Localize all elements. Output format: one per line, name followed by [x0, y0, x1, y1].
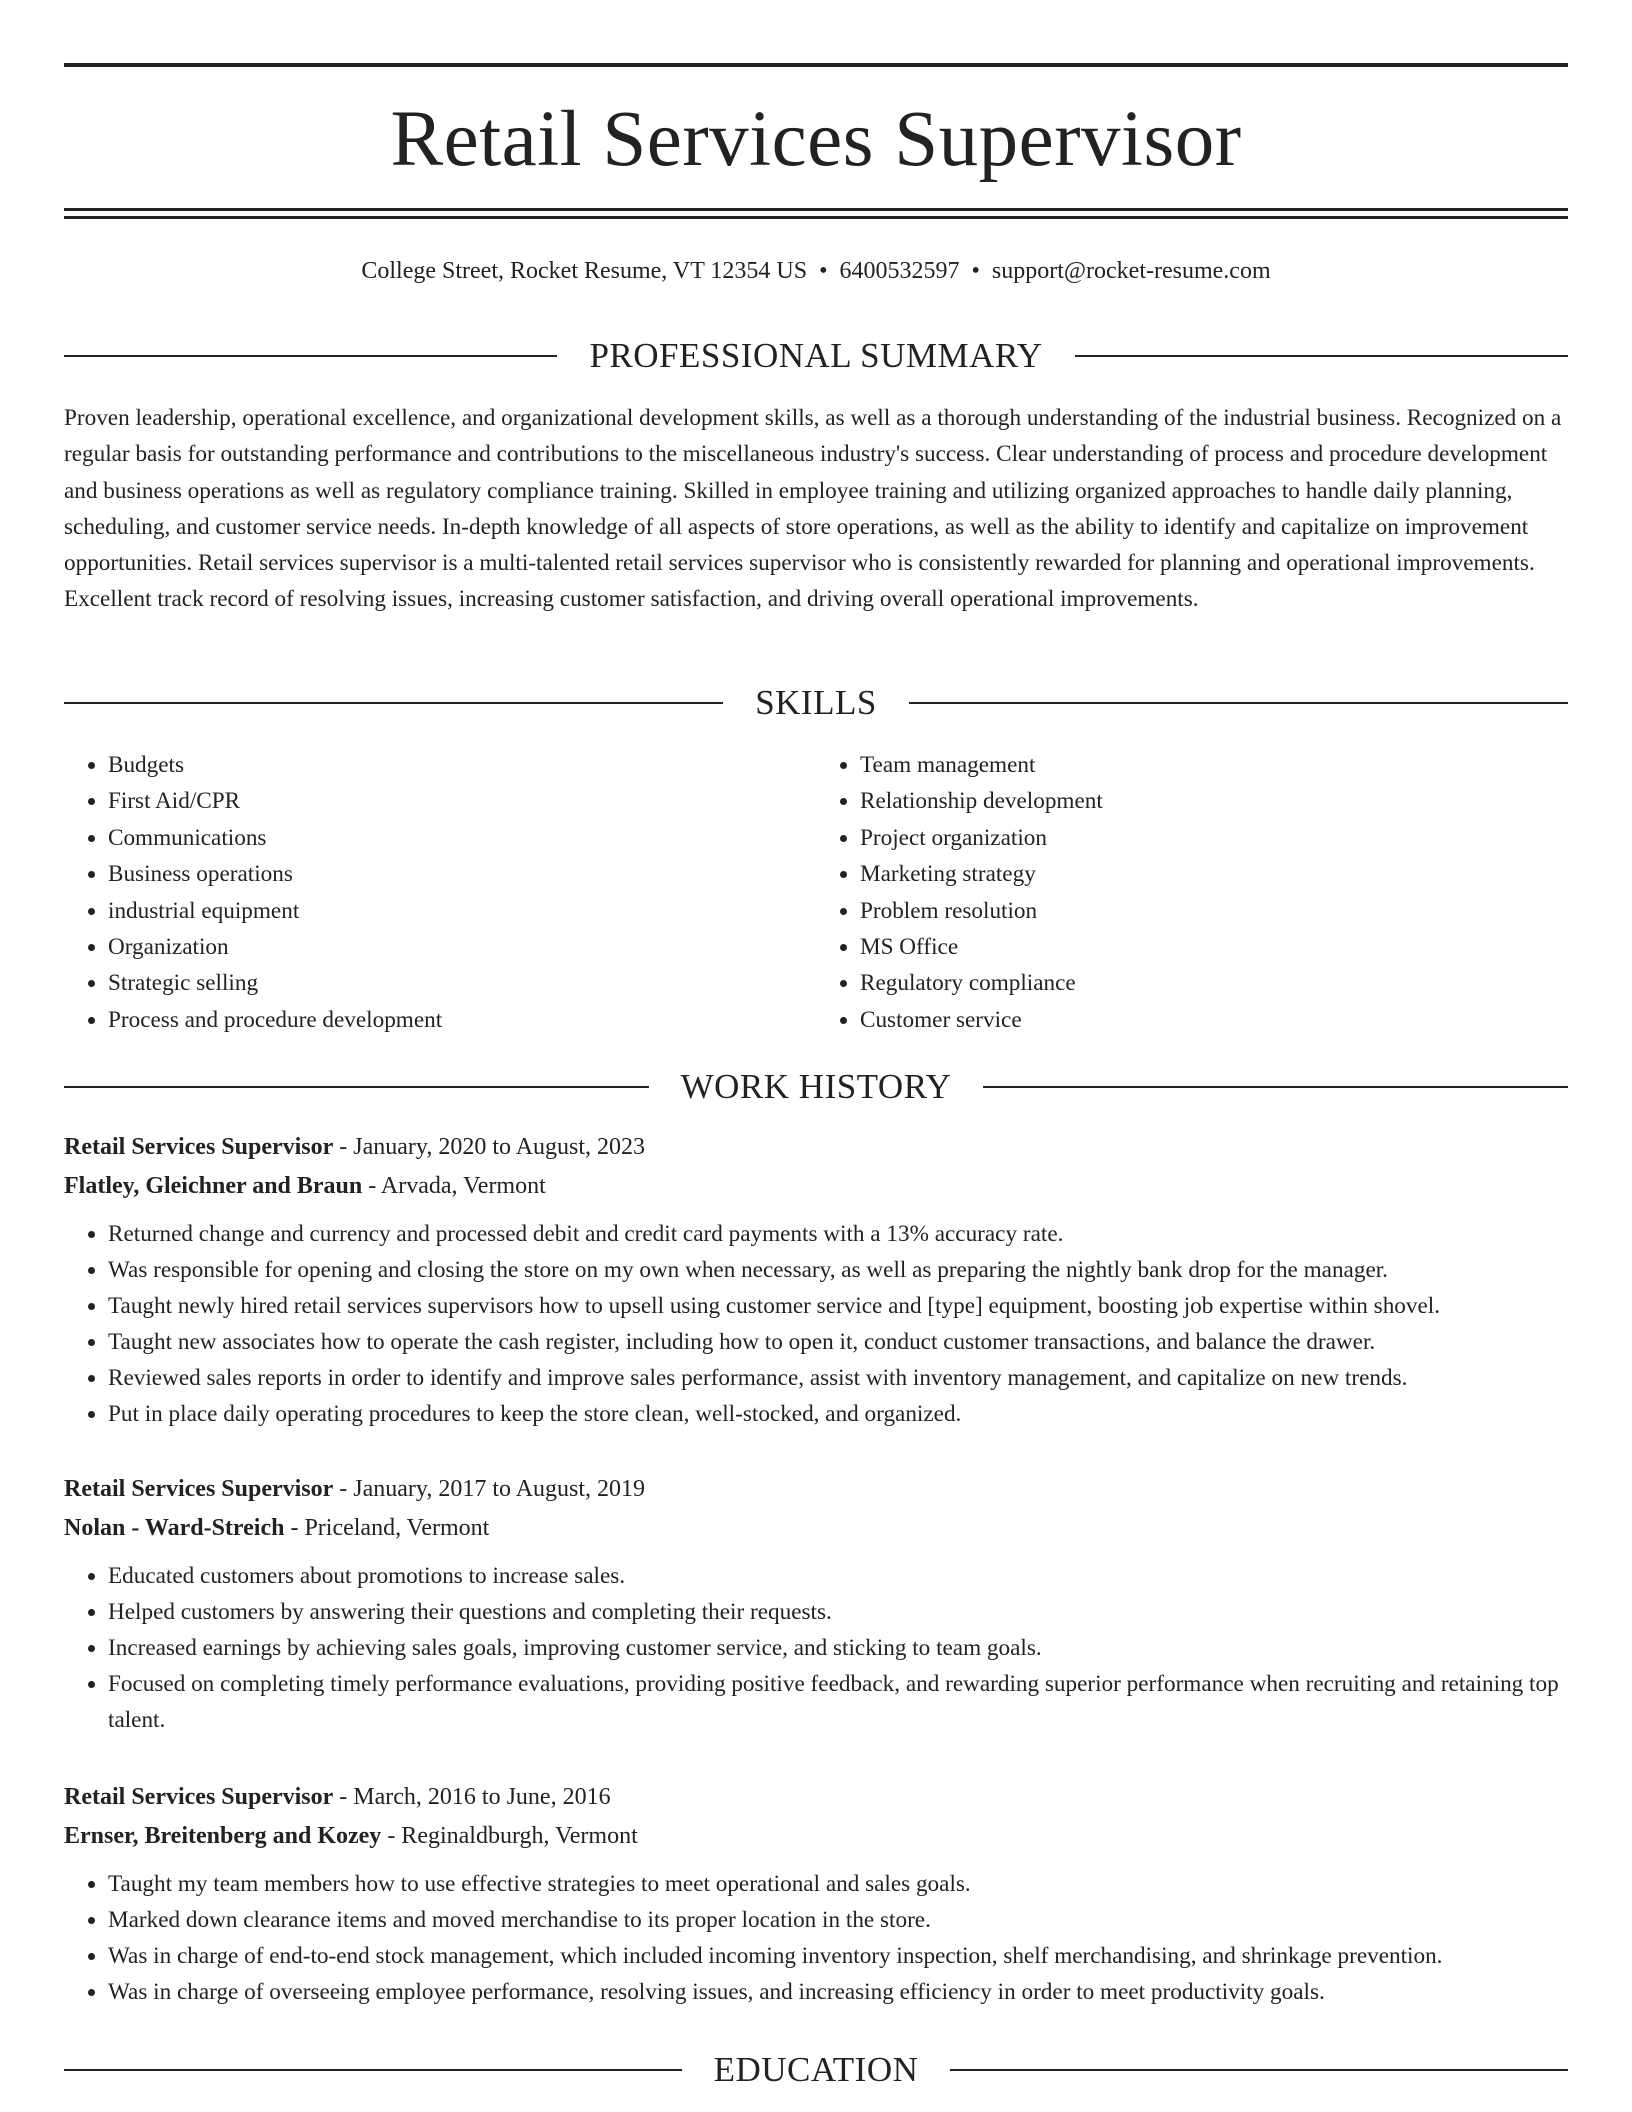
contact-separator: •: [819, 258, 828, 284]
skill-item: • Problem resolution: [860, 893, 1568, 929]
skill-item: • Relationship development: [860, 783, 1568, 819]
summary-heading: [64, 334, 1568, 378]
job-bullet: • Returned change and currency and processed debit and credit card payments with a 13% accuracy rate.: [108, 1216, 1568, 1252]
contact-email: support@rocket-resume.com: [991, 258, 1271, 284]
job-location: - Reginaldburgh, Vermont: [381, 1823, 638, 1849]
skill-item: • Budgets: [108, 747, 816, 783]
job-bullet: • Educated customers about promotions to increase sales.: [108, 1558, 1568, 1594]
skill-item: • Communications: [108, 820, 816, 856]
contact-address: College Street, Rocket Resume, VT 12354 US: [361, 258, 808, 284]
job-company-line: [64, 1817, 1568, 1856]
job-dates: - March, 2016 to June, 2016: [333, 1784, 611, 1810]
job-bullet: • Was responsible for opening and closing the store on my own when necessary, as well as preparing the nightly bank drop for the manager.: [108, 1252, 1568, 1288]
skill-item: • Process and procedure development: [108, 1002, 816, 1038]
skill-item: • Customer service: [860, 1002, 1568, 1038]
contact-line: [64, 255, 1568, 287]
education-heading: [64, 2048, 1568, 2092]
job-bullet: • Put in place daily operating procedures to keep the store clean, well-stocked, and organized.: [108, 1396, 1568, 1432]
job-title-line: [64, 1778, 1568, 1817]
top-rule: [64, 63, 1568, 67]
job-bullet: • Reviewed sales reports in order to identify and improve sales performance, assist with inventory management, and capitalize on new trends.: [108, 1360, 1568, 1396]
job-bullets: [64, 1216, 1568, 1432]
work-heading-title: WORK HISTORY: [680, 1067, 952, 1106]
skill-item: • MS Office: [860, 929, 1568, 965]
job-location: - Priceland, Vermont: [284, 1515, 490, 1541]
resume-name: Retail Services Supervisor: [390, 96, 1242, 183]
skill-item: • Strategic selling: [108, 965, 816, 1001]
skills-heading: [64, 681, 1568, 725]
job-bullet: • Was in charge of overseeing employee performance, resolving issues, and increasing efficiency in order to meet productivity goals.: [108, 1974, 1568, 2010]
job-entry: [64, 1778, 1568, 2010]
job-bullet: • Marked down clearance items and moved merchandise to its proper location in the store.: [108, 1902, 1568, 1938]
job-entry: [64, 1128, 1568, 1432]
skill-item: • Regulatory compliance: [860, 965, 1568, 1001]
job-bullets: [64, 1558, 1568, 1738]
job-bullet: • Helped customers by answering their questions and completing their requests.: [108, 1594, 1568, 1630]
contact-separator: •: [971, 258, 980, 284]
header-double-rule: [64, 208, 1568, 220]
skill-item: • industrial equipment: [108, 893, 816, 929]
work-heading: [64, 1065, 1568, 1109]
job-bullets: [64, 1866, 1568, 2010]
skills-heading-title: SKILLS: [755, 683, 877, 722]
contact-phone: 6400532597: [839, 258, 960, 284]
job-title: Retail Services Supervisor: [64, 1134, 334, 1160]
job-bullet: • Was in charge of end-to-end stock management, which included incoming inventory inspection, shelf merchandising, and shrinkage prevention.: [108, 1938, 1568, 1974]
job-title-line: [64, 1470, 1568, 1509]
skill-item: • Marketing strategy: [860, 856, 1568, 892]
job-location: - Arvada, Vermont: [362, 1173, 546, 1199]
skills-left-column: [64, 747, 816, 1038]
job-title: Retail Services Supervisor: [64, 1784, 334, 1810]
job-bullet: • Taught my team members how to use effective strategies to meet operational and sales goals.: [108, 1866, 1568, 1902]
job-entry: [64, 1470, 1568, 1738]
education-heading-title: EDUCATION: [713, 2050, 919, 2089]
job-title: Retail Services Supervisor: [64, 1476, 334, 1502]
skill-item: • Organization: [108, 929, 816, 965]
skill-item: • Business operations: [108, 856, 816, 892]
skill-item: • Project organization: [860, 820, 1568, 856]
job-company: Ernser, Breitenberg and Kozey: [64, 1823, 382, 1849]
skills-right-column: [816, 747, 1568, 1038]
job-bullet: • Increased earnings by achieving sales goals, improving customer service, and sticking to team goals.: [108, 1630, 1568, 1666]
summary-text: Proven leadership, operational excellence, and organizational development skills, as well as a thorough understanding of the industrial business. Recognized on a regular basis for outstanding performance and contributions to the miscellaneous industry's success. Clear understanding of process and procedure development and business operations as well as regulatory compliance training. Skilled in employee training and utilizing organized approaches to handle daily planning, scheduling, and customer service needs. In-depth knowledge of all aspects of store operations, as well as the ability to identify and capitalize on improvement opportunities. Retail services supervisor is a multi-talented retail services supervisor who is consistently rewarded for planning and operational improvements. Excellent track record of resolving issues, increasing customer satisfaction, and driving overall operational improvements.: [64, 405, 1562, 613]
job-company-line: [64, 1509, 1568, 1548]
job-bullet: • Taught new associates how to operate the cash register, including how to open it, conduct customer transactions, and balance the drawer.: [108, 1324, 1568, 1360]
job-title-line: [64, 1128, 1568, 1167]
summary-heading-title: PROFESSIONAL SUMMARY: [589, 336, 1043, 375]
job-bullet: • Taught newly hired retail services supervisors how to upsell using customer service and [type] equipment, boosting job expertise within shovel.: [108, 1288, 1568, 1324]
job-dates: - January, 2020 to August, 2023: [333, 1134, 646, 1160]
job-company: Nolan - Ward-Streich: [64, 1515, 285, 1541]
skill-item: • First Aid/CPR: [108, 783, 816, 819]
job-company: Flatley, Gleichner and Braun: [64, 1173, 363, 1199]
job-company-line: [64, 1167, 1568, 1206]
job-bullet: • Focused on completing timely performance evaluations, providing positive feedback, and rewarding superior performance when recruiting and retaining top talent.: [108, 1666, 1568, 1738]
skill-item: • Team management: [860, 747, 1568, 783]
skills-list: [64, 747, 1568, 1038]
job-dates: - January, 2017 to August, 2019: [333, 1476, 646, 1502]
